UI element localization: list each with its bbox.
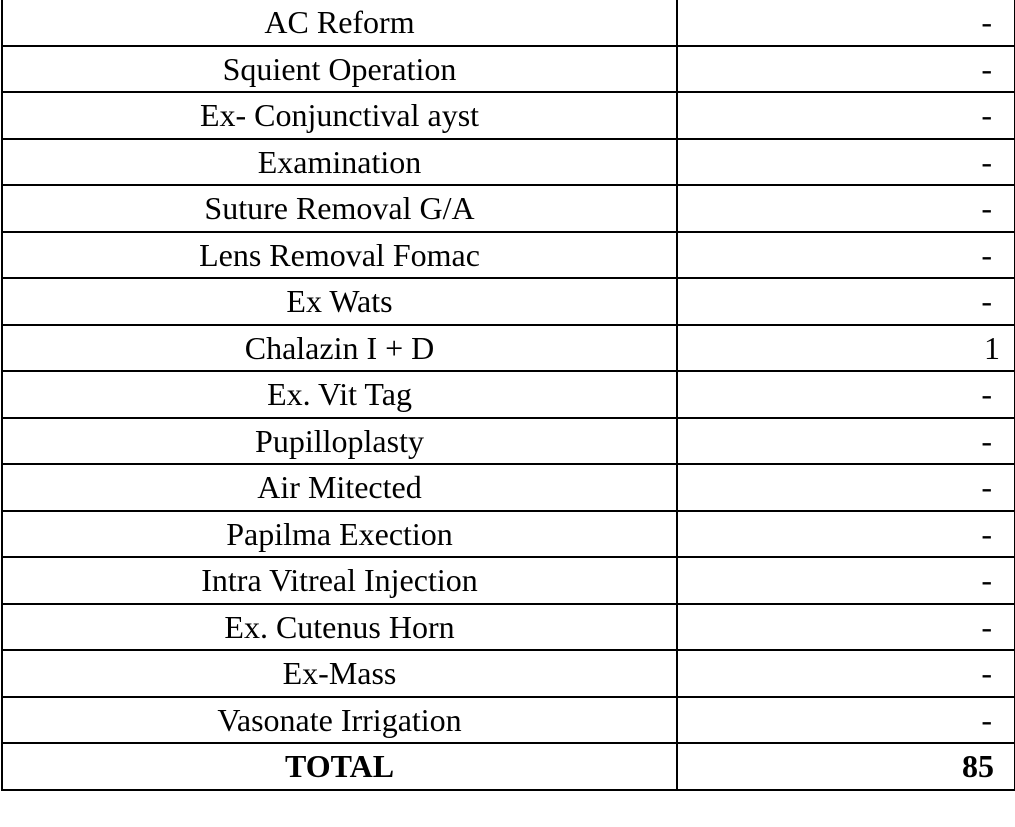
- procedure-count: -: [677, 697, 1015, 744]
- procedure-name: Vasonate Irrigation: [2, 697, 677, 744]
- procedure-name: Papilma Exection: [2, 511, 677, 558]
- procedure-count: -: [677, 0, 1015, 46]
- procedure-name: Ex. Cutenus Horn: [2, 604, 677, 651]
- table-row: [2, 697, 1015, 744]
- table-row: [2, 0, 1015, 46]
- procedures-table: [1, 0, 1015, 791]
- procedure-count: -: [677, 139, 1015, 186]
- table-row: [2, 46, 1015, 93]
- table-row: [2, 604, 1015, 651]
- procedure-count: -: [677, 185, 1015, 232]
- procedure-name: AC Reform: [2, 0, 677, 46]
- procedure-count: -: [677, 92, 1015, 139]
- table-row: [2, 185, 1015, 232]
- procedure-name: Ex. Vit Tag: [2, 371, 677, 418]
- procedure-count: -: [677, 418, 1015, 465]
- procedure-count: -: [677, 511, 1015, 558]
- table-row: [2, 557, 1015, 604]
- table-row: [2, 92, 1015, 139]
- procedure-count: -: [677, 46, 1015, 93]
- table-row: [2, 511, 1015, 558]
- procedure-count: -: [677, 232, 1015, 279]
- procedure-count: -: [677, 650, 1015, 697]
- table-row: [2, 232, 1015, 279]
- procedure-name: Ex- Conjunctival ayst: [2, 92, 677, 139]
- total-value: 85: [677, 743, 1015, 790]
- procedure-name: Lens Removal Fomac: [2, 232, 677, 279]
- table-row: [2, 371, 1015, 418]
- procedure-count: -: [677, 371, 1015, 418]
- table-row: [2, 278, 1015, 325]
- procedure-count: -: [677, 278, 1015, 325]
- procedure-name: Squient Operation: [2, 46, 677, 93]
- procedure-count: -: [677, 557, 1015, 604]
- procedure-name: Air Mitected: [2, 464, 677, 511]
- procedure-name: Chalazin I + D: [2, 325, 677, 372]
- procedure-name: Intra Vitreal Injection: [2, 557, 677, 604]
- table-row: [2, 650, 1015, 697]
- table-row: [2, 139, 1015, 186]
- procedure-name: Examination: [2, 139, 677, 186]
- table-row: [2, 325, 1015, 372]
- procedure-name: Pupilloplasty: [2, 418, 677, 465]
- table-row: [2, 464, 1015, 511]
- procedure-count: -: [677, 464, 1015, 511]
- total-label: TOTAL: [2, 743, 677, 790]
- procedure-name: Ex-Mass: [2, 650, 677, 697]
- procedure-name: Ex Wats: [2, 278, 677, 325]
- table-row: [2, 418, 1015, 465]
- procedure-name: Suture Removal G/A: [2, 185, 677, 232]
- procedure-count: -: [677, 604, 1015, 651]
- procedure-count: 1: [677, 325, 1015, 372]
- total-row: [2, 743, 1015, 790]
